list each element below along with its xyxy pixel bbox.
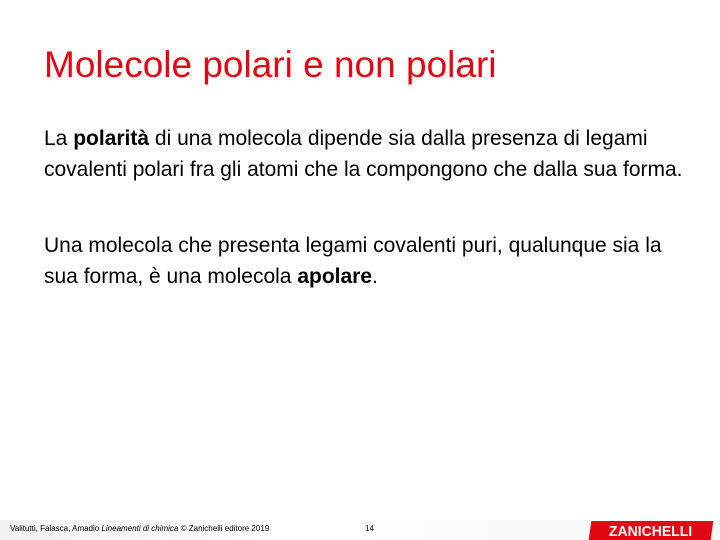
paragraph-apolar xyxy=(44,230,694,292)
paragraph-text: Una molecola che presenta legami covalenti puri, qualunque sia la sua forma, è una molecola xyxy=(44,234,662,288)
zanichelli-logo xyxy=(589,521,714,540)
paragraph-text: La xyxy=(44,127,74,150)
bold-term-apolar: apolare xyxy=(297,265,373,288)
paragraph-text: . xyxy=(372,265,378,288)
page-number: 14 xyxy=(365,524,374,533)
footer-book-title: Lineamenti di chimica xyxy=(101,524,179,533)
paragraph-polarity xyxy=(44,123,694,185)
footer-authors: Valitutti, Falasca, Amadio xyxy=(10,524,102,533)
bold-term-polarity: polarità xyxy=(73,127,150,150)
logo-text: ZANICHELLI xyxy=(609,522,693,539)
paragraph-text: di una molecola dipende sia dalla presenza di legami covalenti polari fra gli atomi che la compongono che dalla sua forma. xyxy=(44,127,683,181)
footer-publisher: © Zanichelli editore 2019 xyxy=(178,524,270,533)
footer-credits xyxy=(10,524,269,533)
slide-title: Molecole polari e non polari xyxy=(44,44,497,85)
